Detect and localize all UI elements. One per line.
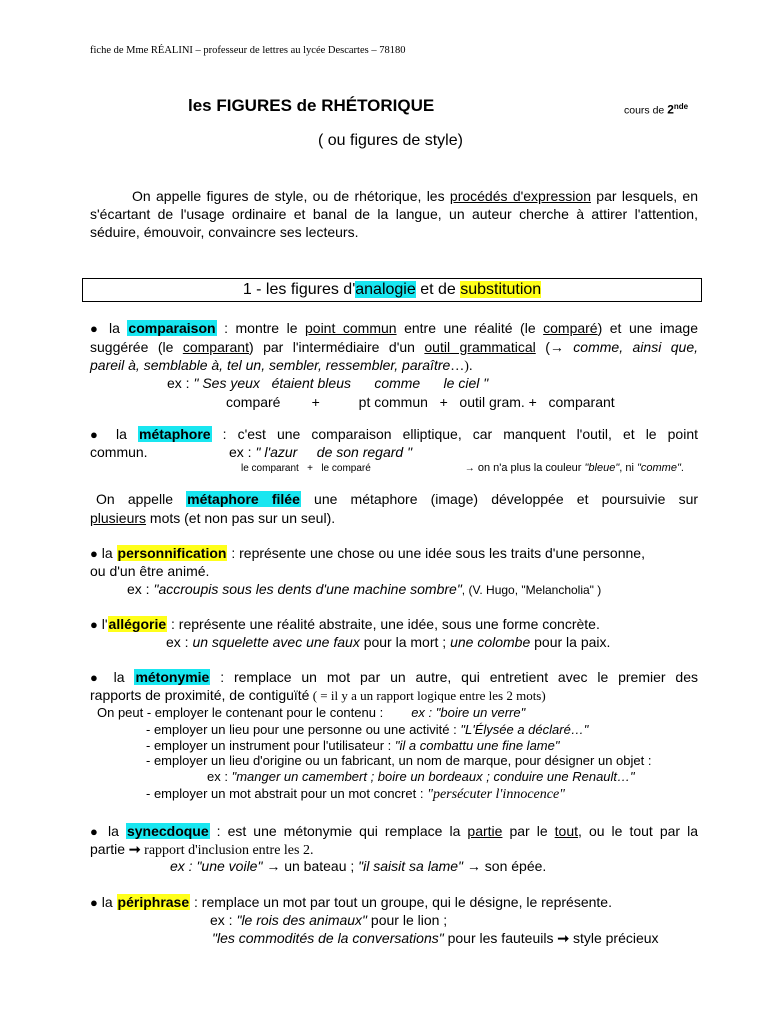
intro-paragraph: On appelle figures de style, ou de rhétorique, les procédés d'expression par lesquels, en s'écartant de l'usage ordinaire et banal de la langue, un auteur cherche à attirer l'attention, séduire, émouvoir, convaincre ses lecteurs. (90, 188, 698, 240)
document-header: fiche de Mme RÉALINI – professeur de lettres au lycée Descartes – 78180 (90, 45, 406, 56)
comparaison-example: ex : " Ses yeux étaient bleus comme le ciel " (167, 375, 489, 391)
metonymie-item-1: On peut - employer le contenant pour le contenu : ex : "boire un verre" (97, 705, 526, 720)
figure-name-synecdoque: synecdoque (126, 823, 209, 839)
figure-name-comparaison: comparaison (128, 320, 216, 336)
figure-name-personnification: personnification (117, 545, 227, 561)
figure-name-metaphore: métaphore (139, 426, 211, 442)
course-level: cours de 2nde (624, 102, 689, 117)
comparaison-line-3: pareil à, semblable à, tel un, sembler, ressembler, paraître…). (90, 357, 473, 374)
personnification-example: ex : "accroupis sous les dents d'une machine sombre", (V. Hugo, "Melancholia" ) (127, 581, 602, 597)
arrow-right-bold-icon: ➞ (128, 841, 141, 857)
bullet-icon: ● (90, 617, 98, 632)
page-subtitle: ( ou figures de style) (318, 132, 463, 149)
metaphore-example: ex : " l'azur de son regard " (229, 444, 413, 460)
filee-line-2: plusieurs mots (et non pas sur un seul). (90, 510, 336, 526)
personnification-line-1: ● la personnification : représente une chose ou une idée sous les traits d'une personne, (90, 545, 645, 561)
comparaison-labels: comparé + pt commun + outil gram. + comparant (226, 394, 615, 410)
figure-name-periphrase: périphrase (117, 894, 190, 910)
bullet-icon: ● (90, 670, 104, 685)
bullet-icon: ● (90, 546, 98, 561)
metonymie-item-4: - employer un lieu d'origine ou un fabricant, un nom de marque, pour désigner un objet : (146, 753, 652, 768)
comparaison-line-2: suggérée (le comparant) par l'intermédiaire d'un outil grammatical (→ comme, ainsi que, (90, 339, 698, 355)
synecdoque-example: ex : "une voile" → un bateau ; "il saisit sa lame" → son épée. (170, 858, 547, 874)
periphrase-example-2: "les commodités de la conversations" pour les fauteuils ➞ style précieux (212, 930, 659, 946)
figure-name-metonymie: métonymie (135, 669, 210, 685)
metonymie-item-3: - employer un instrument pour l'utilisateur : "il a combattu une fine lame" (146, 738, 560, 753)
synecdoque-line-2: partie ➞ rapport d'inclusion entre les 2. (90, 841, 314, 858)
bullet-icon: ● (90, 321, 102, 336)
filee-line-1: On appelle métaphore filée une métaphore (image) développée et poursuivie sur (96, 491, 699, 507)
metaphore-line-1: ● la métaphore : c'est une comparaison elliptique, car manquent l'outil, et le point (90, 426, 698, 442)
arrow-right-icon: → (464, 463, 475, 474)
figure-name-allegorie: allégorie (108, 616, 167, 632)
comparaison-line-1: ● la comparaison : montre le point commun entre une réalité (le comparé) et une image (90, 320, 698, 336)
bullet-icon: ● (90, 824, 101, 839)
metonymie-line-1: ● la métonymie : remplace un mot par un autre, qui entretient avec le premier des (90, 669, 698, 685)
page-title: les FIGURES de RHÉTORIQUE (188, 96, 435, 115)
bullet-icon: ● (90, 895, 98, 910)
metonymie-item-2: - employer un lieu pour une personne ou une activité : "L'Élysée a déclaré…" (146, 722, 589, 737)
periphrase-example-1: ex : "le rois des animaux" pour le lion ; (210, 912, 448, 928)
metaphore-labels: le comparant + le comparé → on n'a plus la couleur "bleue", ni "comme". (241, 462, 684, 474)
allegorie-example: ex : un squelette avec une faux pour la mort ; une colombe pour la paix. (166, 634, 611, 650)
synecdoque-line-1: ● la synecdoque : est une métonymie qui remplace la partie par le tout, ou le tout par la (90, 823, 698, 839)
bullet-icon: ● (90, 427, 106, 442)
metonymie-item-4-example: ex : "manger un camembert ; boire un bordeaux ; conduire une Renault…" (207, 769, 635, 784)
periphrase-line-1: ● la périphrase : remplace un mot par tout un groupe, qui le désigne, le représente. (90, 894, 612, 910)
metonymie-item-5: - employer un mot abstrait pour un mot concret : "persécuter l'innocence" (146, 786, 566, 802)
section-heading: 1 - les figures d'analogie et de substitution (82, 278, 702, 302)
metaphore-line-2: commun. (90, 444, 148, 460)
figure-name-metaphore-filee: métaphore filée (187, 491, 300, 507)
metonymie-line-2: rapports de proximité, de contiguïté ( = il y a un rapport logique entre les 2 mots) (90, 687, 546, 703)
allegorie-line-1: ● l'allégorie : représente une réalité abstraite, une idée, sous une forme concrète. (90, 616, 600, 632)
arrow-right-bold-icon: ➞ (557, 930, 570, 946)
personnification-line-2: ou d'un être animé. (90, 563, 210, 579)
